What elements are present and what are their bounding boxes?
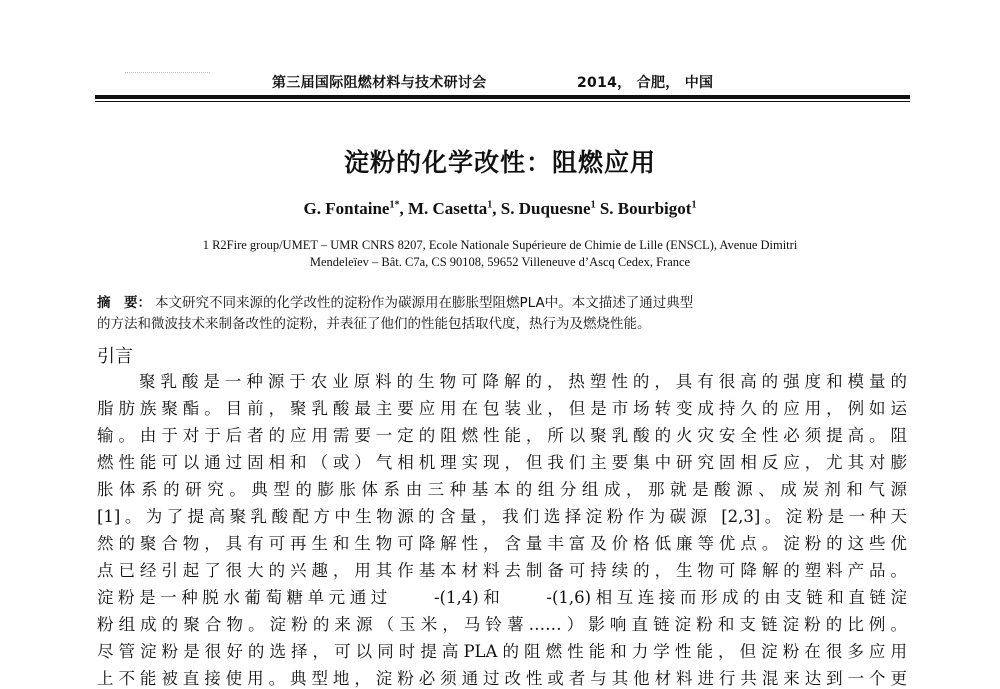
author-separator: , (399, 199, 408, 218)
body-line: 脂肪族聚酯。目前，聚乳酸最主要应用在包装业，但是市场转变成持久的应用，例如运 (97, 399, 907, 418)
paper-title: 淀粉的化学改性：阻燃应用 (343, 148, 656, 177)
body-line: [1]。为了提高聚乳酸配方中生物源的含量，我们选择淀粉作为碳源 [2,3]。淀粉是一种天 (97, 507, 907, 526)
author-name: M. Casetta (407, 199, 488, 218)
body-line: 燃性能可以通过固相和（或）气相机理实现，但我们主要集中研究固相反应，尤其对膨 (97, 453, 907, 472)
abstract-text: 本文研究不同来源的化学改性的淀粉作为碳源用在膨胀型阻燃PLA中。本文描述了通过典型 (155, 295, 694, 311)
author-superscript: 1 (590, 199, 596, 211)
author-name: S. Duquesne (500, 199, 591, 218)
header-rule-thin (95, 101, 910, 102)
body-line: 胀体系的研究。典型的膨胀体系由三种基本的组分组成，那就是酸源、成炭剂和气源 (97, 480, 907, 499)
author-name: S. Bourbigot (599, 199, 692, 218)
body-line: 聚乳酸是一种源于农业原料的生物可降解的，热塑性的，具有很高的强度和模量的 (139, 372, 907, 391)
abstract-line (97, 293, 907, 314)
conference-date-place: 2014， 合肥， 中国 (577, 75, 714, 91)
body-line: 点已经引起了很大的兴趣，用其作基本材料去制备可持续的，生物可降解的塑料产品。 (97, 561, 907, 580)
body-line: 粉组成的聚合物。淀粉的来源（玉米，马铃薯……）影响直链淀粉和支链淀粉的比例。 (97, 615, 907, 634)
affiliation (0, 237, 1000, 271)
conference-name: 第三届国际阻燃材料与技术研讨会 (272, 75, 487, 91)
author-superscript: 1 (487, 199, 493, 211)
scan-artifact (125, 72, 210, 76)
author-list (0, 199, 1000, 219)
running-header (272, 72, 714, 92)
author-name: G. Fontaine (303, 199, 390, 218)
abstract-label: 摘 要： (97, 295, 151, 311)
body-line: 输。由于对于后者的应用需要一定的阻燃性能，所以聚乳酸的火灾安全性必须提高。阻 (97, 426, 907, 445)
affiliation-line: Mendeleïev – Bât. C7a, CS 90108, 59652 Villeneuve d’Ascq Cedex, France (309, 255, 691, 269)
body-line: 淀粉是一种脱水葡萄糖单元通过 -(1,4)和 -(1,6)相互连接而形成的由支链和直链淀 (97, 588, 907, 607)
header-rule-thick (95, 95, 910, 99)
body-line: 上不能被直接使用。典型地，淀粉必须通过改性或者与其他材料进行共混来达到一个更 (97, 669, 907, 688)
author-superscript: 1 (691, 199, 697, 211)
abstract-line: 的方法和微波技术来制备改性的淀粉，并表征了他们的性能包括取代度，热行为及燃烧性能。 (97, 316, 651, 332)
body-line: 尽管淀粉是很好的选择，可以同时提高PLA的阻燃性能和力学性能，但淀粉在很多应用 (97, 642, 907, 661)
author-separator: , (492, 199, 501, 218)
author-superscript: 1* (389, 199, 400, 211)
body-line: 然的聚合物，具有可再生和生物可降解性，含量丰富及价格低廉等优点。淀粉的这些优 (97, 534, 907, 553)
abstract (97, 293, 907, 335)
section-heading: 引言 (97, 346, 133, 367)
affiliation-line: 1 R2Fire group/UMET – UMR CNRS 8207, Ecole Nationale Supérieure de Chimie de Lille (ENSCL), Avenue Dimitri (202, 238, 798, 252)
